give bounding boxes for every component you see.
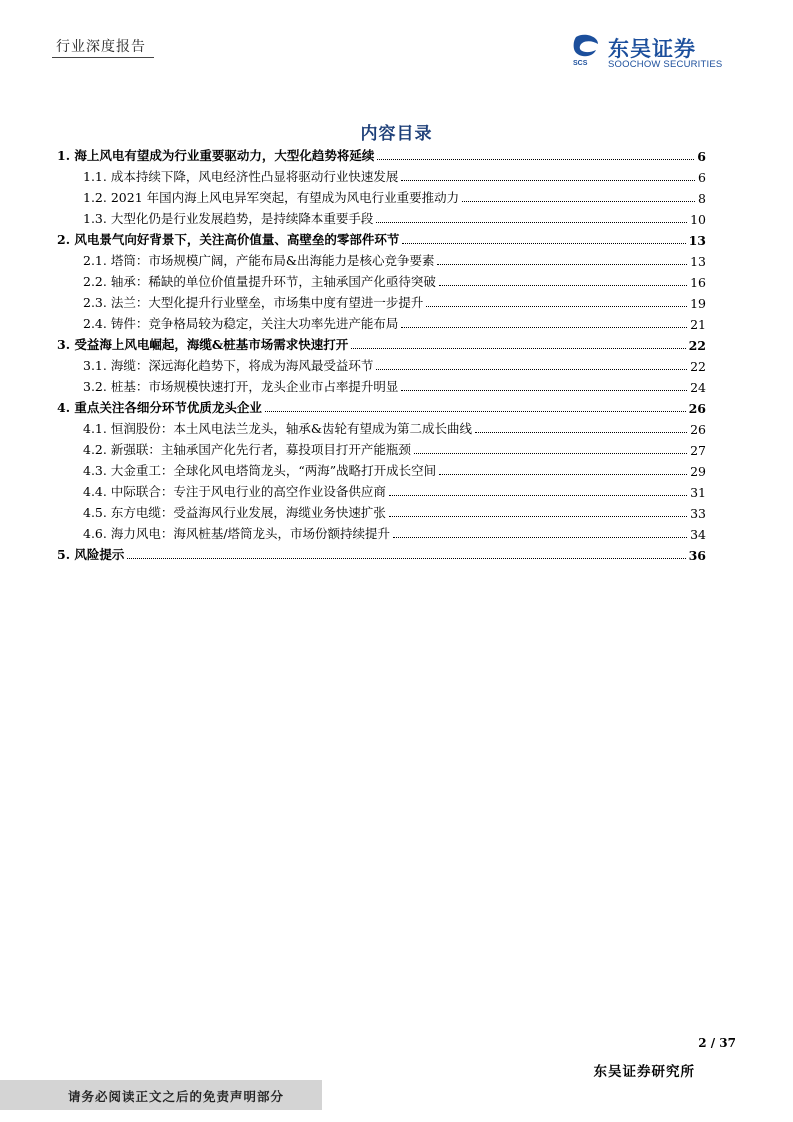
toc-subsection-entry[interactable]: [57, 374, 706, 395]
toc-entry-text: 大型化仍是行业发展趋势，是持续降本重要手段: [110, 211, 374, 226]
table-of-contents: [57, 143, 706, 563]
toc-entry-text: 重点关注各细分环节优质龙头企业: [74, 400, 262, 415]
toc-subsection-entry[interactable]: [57, 248, 706, 269]
toc-entry-page: 31: [690, 485, 706, 500]
toc-subsection-entry[interactable]: [57, 416, 706, 437]
toc-entry-title: [83, 503, 386, 521]
brand-abbr: SCS: [573, 60, 588, 67]
toc-leader-dots: [426, 306, 687, 307]
toc-entry-title: [83, 524, 390, 542]
toc-leader-dots: [462, 201, 695, 202]
toc-section-entry[interactable]: [57, 332, 706, 353]
toc-leader-dots: [127, 558, 685, 559]
toc-entry-title: [57, 230, 399, 248]
toc-entry-title: [57, 545, 124, 563]
toc-leader-dots: [437, 264, 687, 265]
toc-entry-page: 26: [690, 422, 706, 437]
toc-entry-title: [83, 167, 398, 185]
toc-entry-number: 1.2.: [83, 190, 107, 205]
toc-entry-title: [57, 146, 374, 164]
toc-entry-title: [57, 398, 262, 416]
toc-subsection-entry[interactable]: [57, 185, 706, 206]
toc-entry-page: 8: [698, 191, 706, 206]
toc-entry-page: 6: [698, 170, 706, 185]
toc-entry-page: 24: [690, 380, 706, 395]
toc-entry-text: 受益海上风电崛起，海缆&桩基市场需求快速打开: [74, 337, 349, 352]
toc-entry-text: 风险提示: [74, 547, 125, 562]
toc-section-entry[interactable]: [57, 395, 706, 416]
toc-entry-number: 3.: [57, 337, 71, 352]
toc-section-entry[interactable]: [57, 227, 706, 248]
toc-entry-number: 2.2.: [83, 274, 107, 289]
toc-entry-page: 26: [688, 401, 706, 416]
toc-entry-page: 22: [690, 359, 706, 374]
toc-entry-page: 29: [690, 464, 706, 479]
toc-leader-dots: [439, 285, 687, 286]
toc-leader-dots: [265, 411, 686, 412]
toc-entry-page: 33: [690, 506, 706, 521]
toc-entry-title: [83, 314, 398, 332]
toc-entry-page: 22: [688, 338, 706, 353]
toc-leader-dots: [475, 432, 687, 433]
toc-leader-dots: [376, 369, 687, 370]
disclaimer-note: 请务必阅读正文之后的免责声明部分: [68, 1089, 285, 1104]
toc-entry-title: [83, 293, 423, 311]
toc-subsection-entry[interactable]: [57, 311, 706, 332]
report-type-label: 行业深度报告: [56, 39, 146, 55]
toc-entry-number: 4.4.: [83, 484, 107, 499]
toc-entry-text: 铸件：竞争格局较为稳定，关注大功率先进产能布局: [110, 316, 399, 331]
toc-entry-number: 2.1.: [83, 253, 107, 268]
toc-leader-dots: [351, 348, 685, 349]
toc-entry-title: [83, 461, 436, 479]
toc-entry-text: 成本持续下降，风电经济性凸显将驱动行业快速发展: [110, 169, 399, 184]
toc-leader-dots: [401, 327, 687, 328]
toc-entry-number: 3.1.: [83, 358, 107, 373]
toc-subsection-entry[interactable]: [57, 521, 706, 542]
toc-entry-page: 21: [690, 317, 706, 332]
toc-entry-title: [83, 272, 436, 290]
brand-name-cn: 东吴证券: [608, 37, 696, 61]
toc-leader-dots: [439, 474, 687, 475]
toc-title: 内容目录: [360, 124, 433, 144]
toc-entry-number: 1.1.: [83, 169, 107, 184]
toc-entry-page: 10: [690, 212, 706, 227]
toc-entry-page: 36: [688, 548, 706, 563]
toc-leader-dots: [401, 180, 695, 181]
toc-entry-title: [83, 482, 386, 500]
brand-name-en: SOOCHOW SECURITIES: [608, 59, 723, 70]
brand-logo: [572, 34, 732, 70]
toc-leader-dots: [389, 495, 687, 496]
toc-entry-number: 4.5.: [83, 505, 107, 520]
toc-entry-text: 风电景气向好背景下，关注高价值量、高壁垒的零部件环节: [74, 232, 400, 247]
toc-entry-number: 4.: [57, 400, 71, 415]
toc-entry-title: [83, 251, 434, 269]
toc-entry-title: [83, 188, 459, 206]
toc-entry-text: 轴承：稀缺的单位价值量提升环节，主轴承国产化亟待突破: [110, 274, 436, 289]
toc-entry-page: 27: [690, 443, 706, 458]
toc-entry-text: 新强联：主轴承国产化先行者，募投项目打开产能瓶颈: [110, 442, 411, 457]
toc-entry-text: 2021 年国内海上风电异军突起，有望成为风电行业重要推动力: [110, 190, 460, 205]
toc-entry-number: 1.3.: [83, 211, 107, 226]
toc-entry-page: 34: [690, 527, 706, 542]
header-underline: [52, 57, 154, 58]
toc-leader-dots: [414, 453, 687, 454]
toc-section-entry[interactable]: [57, 143, 706, 164]
toc-entry-number: 2.3.: [83, 295, 107, 310]
toc-subsection-entry[interactable]: [57, 269, 706, 290]
toc-leader-dots: [402, 243, 685, 244]
toc-subsection-entry[interactable]: [57, 437, 706, 458]
toc-entry-page: 13: [690, 254, 706, 269]
toc-section-entry[interactable]: [57, 542, 706, 563]
toc-entry-number: 4.1.: [83, 421, 107, 436]
toc-subsection-entry[interactable]: [57, 353, 706, 374]
toc-entry-page: 16: [690, 275, 706, 290]
toc-subsection-entry[interactable]: [57, 500, 706, 521]
toc-entry-number: 4.3.: [83, 463, 107, 478]
toc-entry-text: 恒润股份：本土风电法兰龙头，轴承&齿轮有望成为第二成长曲线: [110, 421, 472, 436]
toc-entry-page: 19: [690, 296, 706, 311]
toc-entry-number: 4.6.: [83, 526, 107, 541]
toc-entry-text: 东方电缆：受益海风行业发展，海缆业务快速扩张: [110, 505, 386, 520]
toc-entry-title: [57, 335, 348, 353]
footer-organization: 东吴证券研究所: [593, 1064, 695, 1080]
toc-entry-number: 2.: [57, 232, 71, 247]
toc-leader-dots: [377, 159, 694, 160]
toc-entry-number: 3.2.: [83, 379, 107, 394]
toc-subsection-entry[interactable]: [57, 458, 706, 479]
toc-entry-text: 塔筒：市场规模广阔，产能布局&出海能力是核心竞争要素: [110, 253, 435, 268]
toc-entry-title: [83, 440, 411, 458]
toc-subsection-entry[interactable]: [57, 479, 706, 500]
toc-subsection-entry[interactable]: [57, 206, 706, 227]
toc-entry-title: [83, 356, 373, 374]
toc-entry-page: 6: [697, 149, 706, 164]
toc-entry-text: 海缆：深远海化趋势下，将成为海风最受益环节: [110, 358, 374, 373]
toc-entry-title: [83, 377, 398, 395]
toc-leader-dots: [401, 390, 687, 391]
page-number: 2 / 37: [698, 1036, 736, 1050]
toc-entry-text: 海上风电有望成为行业重要驱动力，大型化趋势将延续: [74, 148, 375, 163]
toc-entry-title: [83, 209, 373, 227]
toc-entry-number: 4.2.: [83, 442, 107, 457]
toc-leader-dots: [376, 222, 687, 223]
toc-subsection-entry[interactable]: [57, 164, 706, 185]
toc-leader-dots: [393, 537, 687, 538]
toc-entry-number: 2.4.: [83, 316, 107, 331]
toc-entry-number: 5.: [57, 547, 71, 562]
toc-entry-text: 海力风电：海风桩基/塔筒龙头，市场份额持续提升: [110, 526, 391, 541]
toc-entry-text: 桩基：市场规模快速打开，龙头企业市占率提升明显: [110, 379, 399, 394]
toc-entry-text: 中际联合：专注于风电行业的高空作业设备供应商: [110, 484, 386, 499]
toc-entry-text: 大金重工：全球化风电塔筒龙头，“两海”战略打开成长空间: [110, 463, 437, 478]
toc-entry-page: 13: [688, 233, 706, 248]
toc-entry-text: 法兰：大型化提升行业壁垒，市场集中度有望进一步提升: [110, 295, 424, 310]
toc-entry-title: [83, 419, 472, 437]
soochow-logo-icon: [572, 34, 602, 60]
toc-entry-number: 1.: [57, 148, 71, 163]
toc-leader-dots: [389, 516, 687, 517]
toc-subsection-entry[interactable]: [57, 290, 706, 311]
